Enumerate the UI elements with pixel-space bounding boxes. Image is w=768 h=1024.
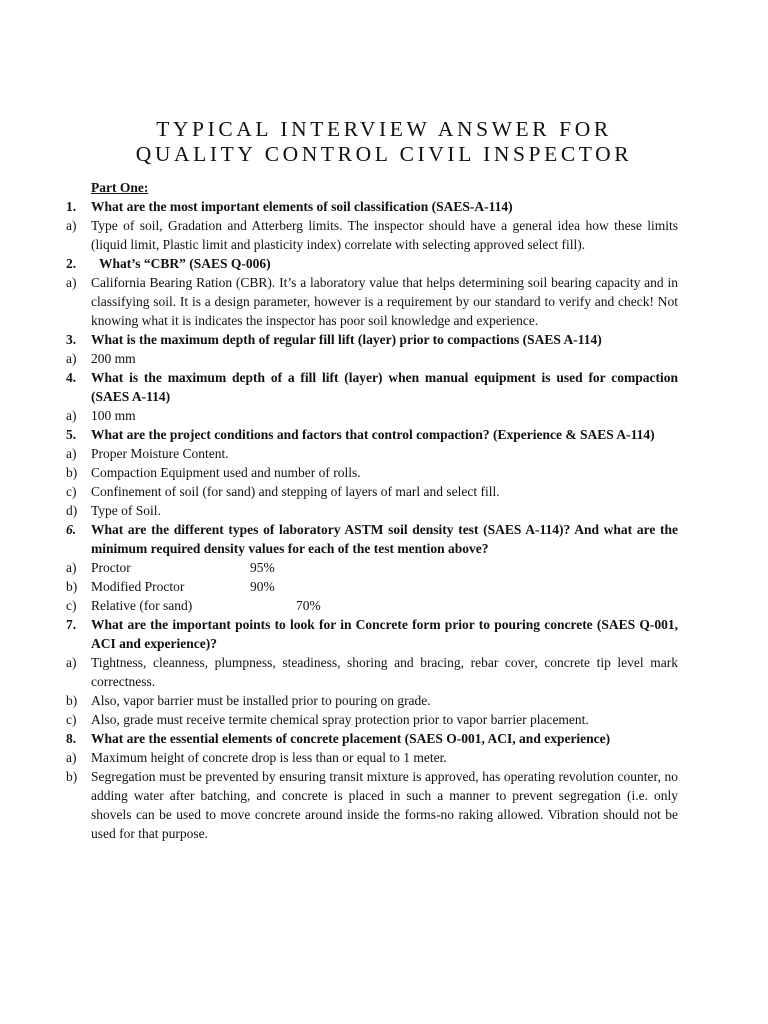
answer-8b (66, 767, 678, 843)
answer-7c (66, 710, 678, 729)
answer-label: b) (66, 769, 78, 784)
answer-label: a) (66, 275, 77, 290)
question-number: 7. (66, 617, 77, 632)
question-8 (66, 729, 678, 748)
answer-text: Also, grade must receive termite chemical spray protection prior to vapor barrier placement. (91, 712, 589, 727)
answer-text: Confinement of soil (for sand) and stepping of layers of marl and select fill. (91, 484, 500, 499)
answer-text: Segregation must be prevented by ensuring transit mixture is approved, has operating revolution counter, no adding water after batching, and concrete is placed in such a manner to prevent segregation (i.e. only shovels can be used to move concrete around inside the forms-no raking allowed. Vibration should not be used for that purpose. (91, 769, 678, 841)
document-title-line-1: TYPICAL INTERVIEW ANSWER FOR (156, 117, 612, 141)
answer-3a (66, 349, 678, 368)
part-heading: Part One: (91, 180, 149, 195)
question-7 (66, 615, 678, 653)
question-text: What is the maximum depth of a fill lift (layer) when manual equipment is used for compaction (SAES A-114) (91, 370, 678, 404)
answer-5b (66, 463, 678, 482)
question-number: 2. (66, 256, 77, 271)
test-name: Relative (for sand) (91, 598, 193, 613)
answer-text: Tightness, cleanness, plumpness, steadiness, shoring and bracing, rebar cover, concrete tip level mark correctness. (91, 655, 678, 689)
question-5 (66, 425, 678, 444)
answer-label: c) (66, 712, 77, 727)
answer-1a (66, 216, 678, 254)
answer-7b (66, 691, 678, 710)
answer-text: Also, vapor barrier must be installed prior to pouring on grade. (91, 693, 431, 708)
question-number: 8. (66, 731, 77, 746)
question-4 (66, 368, 678, 406)
answer-text: Proper Moisture Content. (91, 446, 229, 461)
answer-label: c) (66, 484, 77, 499)
answer-label: c) (66, 598, 77, 613)
test-value: 90% (250, 579, 275, 594)
answer-6b (66, 577, 678, 596)
question-2 (66, 254, 678, 273)
test-name: Modified Proctor (91, 579, 185, 594)
question-3 (66, 330, 678, 349)
answer-label: a) (66, 446, 77, 461)
answer-label: a) (66, 655, 77, 670)
answer-5d (66, 501, 678, 520)
answer-label: b) (66, 465, 78, 480)
question-number: 6. (66, 522, 77, 537)
question-text: What are the important points to look for in Concrete form prior to pouring concrete (SAES Q-001, ACI and experience)? (91, 617, 678, 651)
question-number: 5. (66, 427, 77, 442)
document-body (66, 178, 678, 843)
document-title-line-2: QUALITY CONTROL CIVIL INSPECTOR (135, 142, 633, 166)
answer-text: Type of Soil. (91, 503, 161, 518)
answer-4a (66, 406, 678, 425)
answer-label: a) (66, 560, 77, 575)
question-6 (66, 520, 678, 558)
answer-text: 100 mm (91, 408, 136, 423)
answer-label: b) (66, 693, 78, 708)
answer-label: d) (66, 503, 78, 518)
answer-label: a) (66, 750, 77, 765)
answer-label: a) (66, 218, 77, 233)
answer-7a (66, 653, 678, 691)
question-number: 4. (66, 370, 77, 385)
test-value: 95% (250, 560, 275, 575)
test-value: 70% (296, 598, 321, 613)
question-number: 3. (66, 332, 77, 347)
question-1 (66, 197, 678, 216)
answer-6a (66, 558, 678, 577)
answer-label: b) (66, 579, 78, 594)
question-text: What are the different types of laboratory ASTM soil density test (SAES A-114)? And what are the minimum required density values for each of the test mention above? (91, 522, 678, 556)
answer-2a (66, 273, 678, 330)
answer-text: Compaction Equipment used and number of rolls. (91, 465, 361, 480)
answer-5a (66, 444, 678, 463)
question-text: What are the project conditions and factors that control compaction? (Experience & SAES A-114) (91, 427, 655, 442)
answer-8a (66, 748, 678, 767)
question-text: What is the maximum depth of regular fill lift (layer) prior to compactions (SAES A-114) (91, 332, 602, 347)
question-text: What are the essential elements of concrete placement (SAES O-001, ACI, and experience) (91, 731, 611, 746)
answer-label: a) (66, 408, 77, 423)
question-text: What’s “CBR” (SAES Q-006) (99, 256, 271, 271)
question-number: 1. (66, 199, 77, 214)
answer-text: California Bearing Ration (CBR). It’s a laboratory value that helps determining soil bearing capacity and in classifying soil. It is a design parameter, however is a requirement by our standard to verify and check! Not knowing what it is indicates the inspector has poor soil knowledge and experience. (91, 275, 678, 328)
answer-text: Maximum height of concrete drop is less than or equal to 1 meter. (91, 750, 447, 765)
test-name: Proctor (91, 560, 131, 575)
answer-text: 200 mm (91, 351, 136, 366)
question-text: What are the most important elements of soil classification (SAES-A-114) (91, 199, 513, 214)
answer-5c (66, 482, 678, 501)
answer-label: a) (66, 351, 77, 366)
answer-text: Type of soil, Gradation and Atterberg limits. The inspector should have a general idea how these limits (liquid limit, Plastic limit and plasticity index) correlate with selecting approved select fill). (91, 218, 678, 252)
answer-6c (66, 596, 678, 615)
